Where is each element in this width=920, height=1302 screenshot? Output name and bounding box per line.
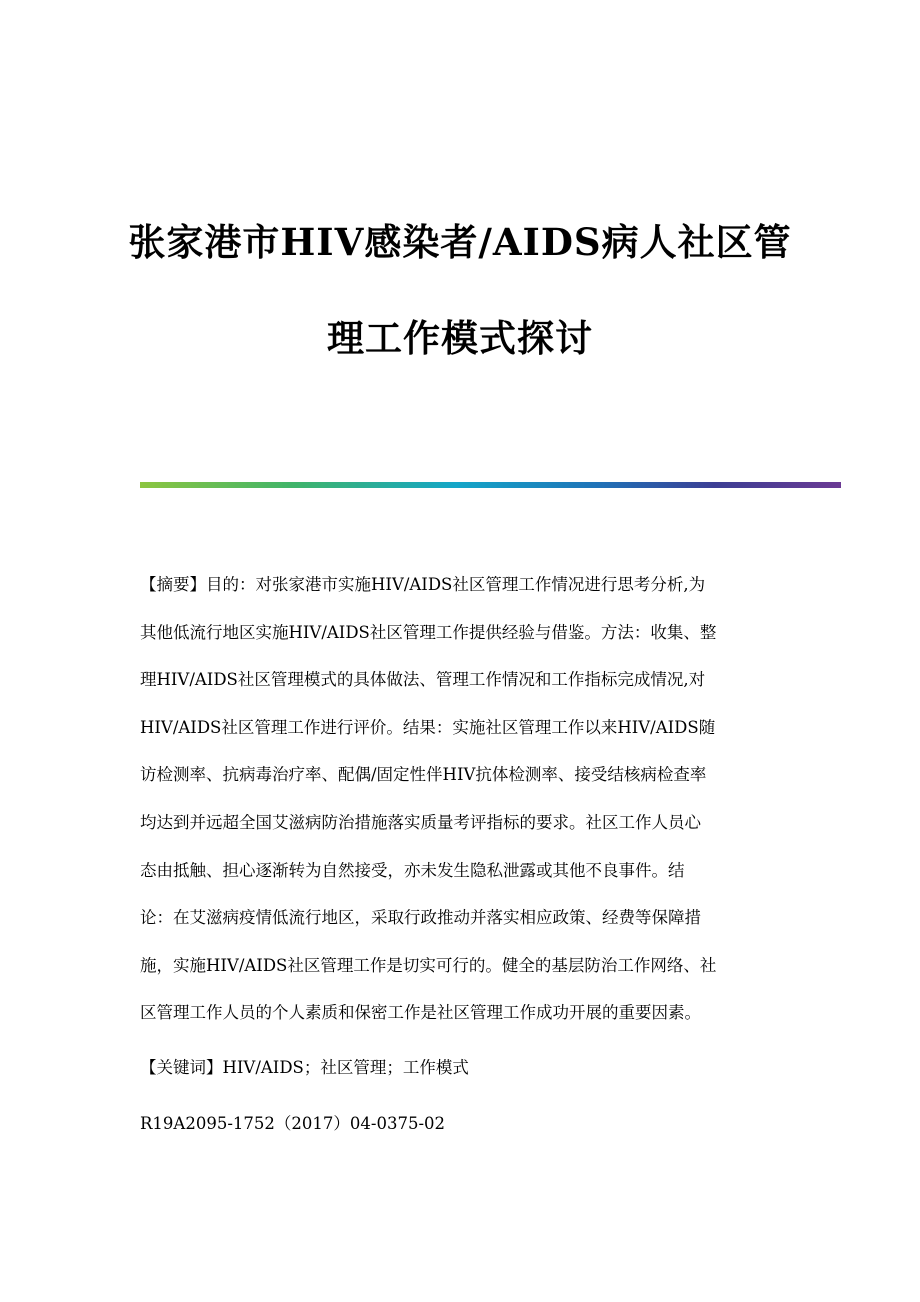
abstract-line: HIV/AIDS社区管理工作进行评价。结果：实施社区管理工作以来HIV/AIDS随 <box>140 717 716 737</box>
abstract-line: 其他低流行地区实施HIV/AIDS社区管理工作提供经验与借鉴。方法：收集、整 <box>140 622 717 642</box>
abstract-paragraph <box>140 561 780 1037</box>
keywords: 【关键词】HIV/AIDS；社区管理；工作模式 <box>140 1058 469 1077</box>
abstract-line: 访检测率、抗病毒治疗率、配偶/固定性伴HIV抗体检测率、接受结核病检查率 <box>140 765 707 785</box>
abstract-line: 施，实施HIV/AIDS社区管理工作是切实可行的。健全的基层防治工作网络、社 <box>140 955 717 975</box>
abstract-line: 理HIV/AIDS社区管理模式的具体做法、管理工作情况和工作指标完成情况,对 <box>140 670 706 690</box>
abstract-line: 【摘要】目的：对张家港市实施HIV/AIDS社区管理工作情况进行思考分析,为 <box>140 575 706 594</box>
abstract-line: 区管理工作人员的个人素质和保密工作是社区管理工作成功开展的重要因素。 <box>140 1003 701 1023</box>
abstract-line: 均达到并远超全国艾滋病防治措施落实质量考评指标的要求。社区工作人员心 <box>140 812 701 832</box>
classification-number: R19A2095-1752（2017）04-0375-02 <box>140 1114 446 1133</box>
title-line-1: 张家港市HIV感染者/AIDS病人社区管 <box>128 220 792 264</box>
title-line-2: 理工作模式探讨 <box>327 316 593 360</box>
abstract-line: 论：在艾滋病疫情低流行地区，采取行政推动并落实相应政策、经费等保障措 <box>140 908 701 928</box>
abstract-line: 态由抵触、担心逐渐转为自然接受，亦未发生隐私泄露或其他不良事件。结 <box>140 860 685 880</box>
gradient-divider <box>140 482 841 488</box>
